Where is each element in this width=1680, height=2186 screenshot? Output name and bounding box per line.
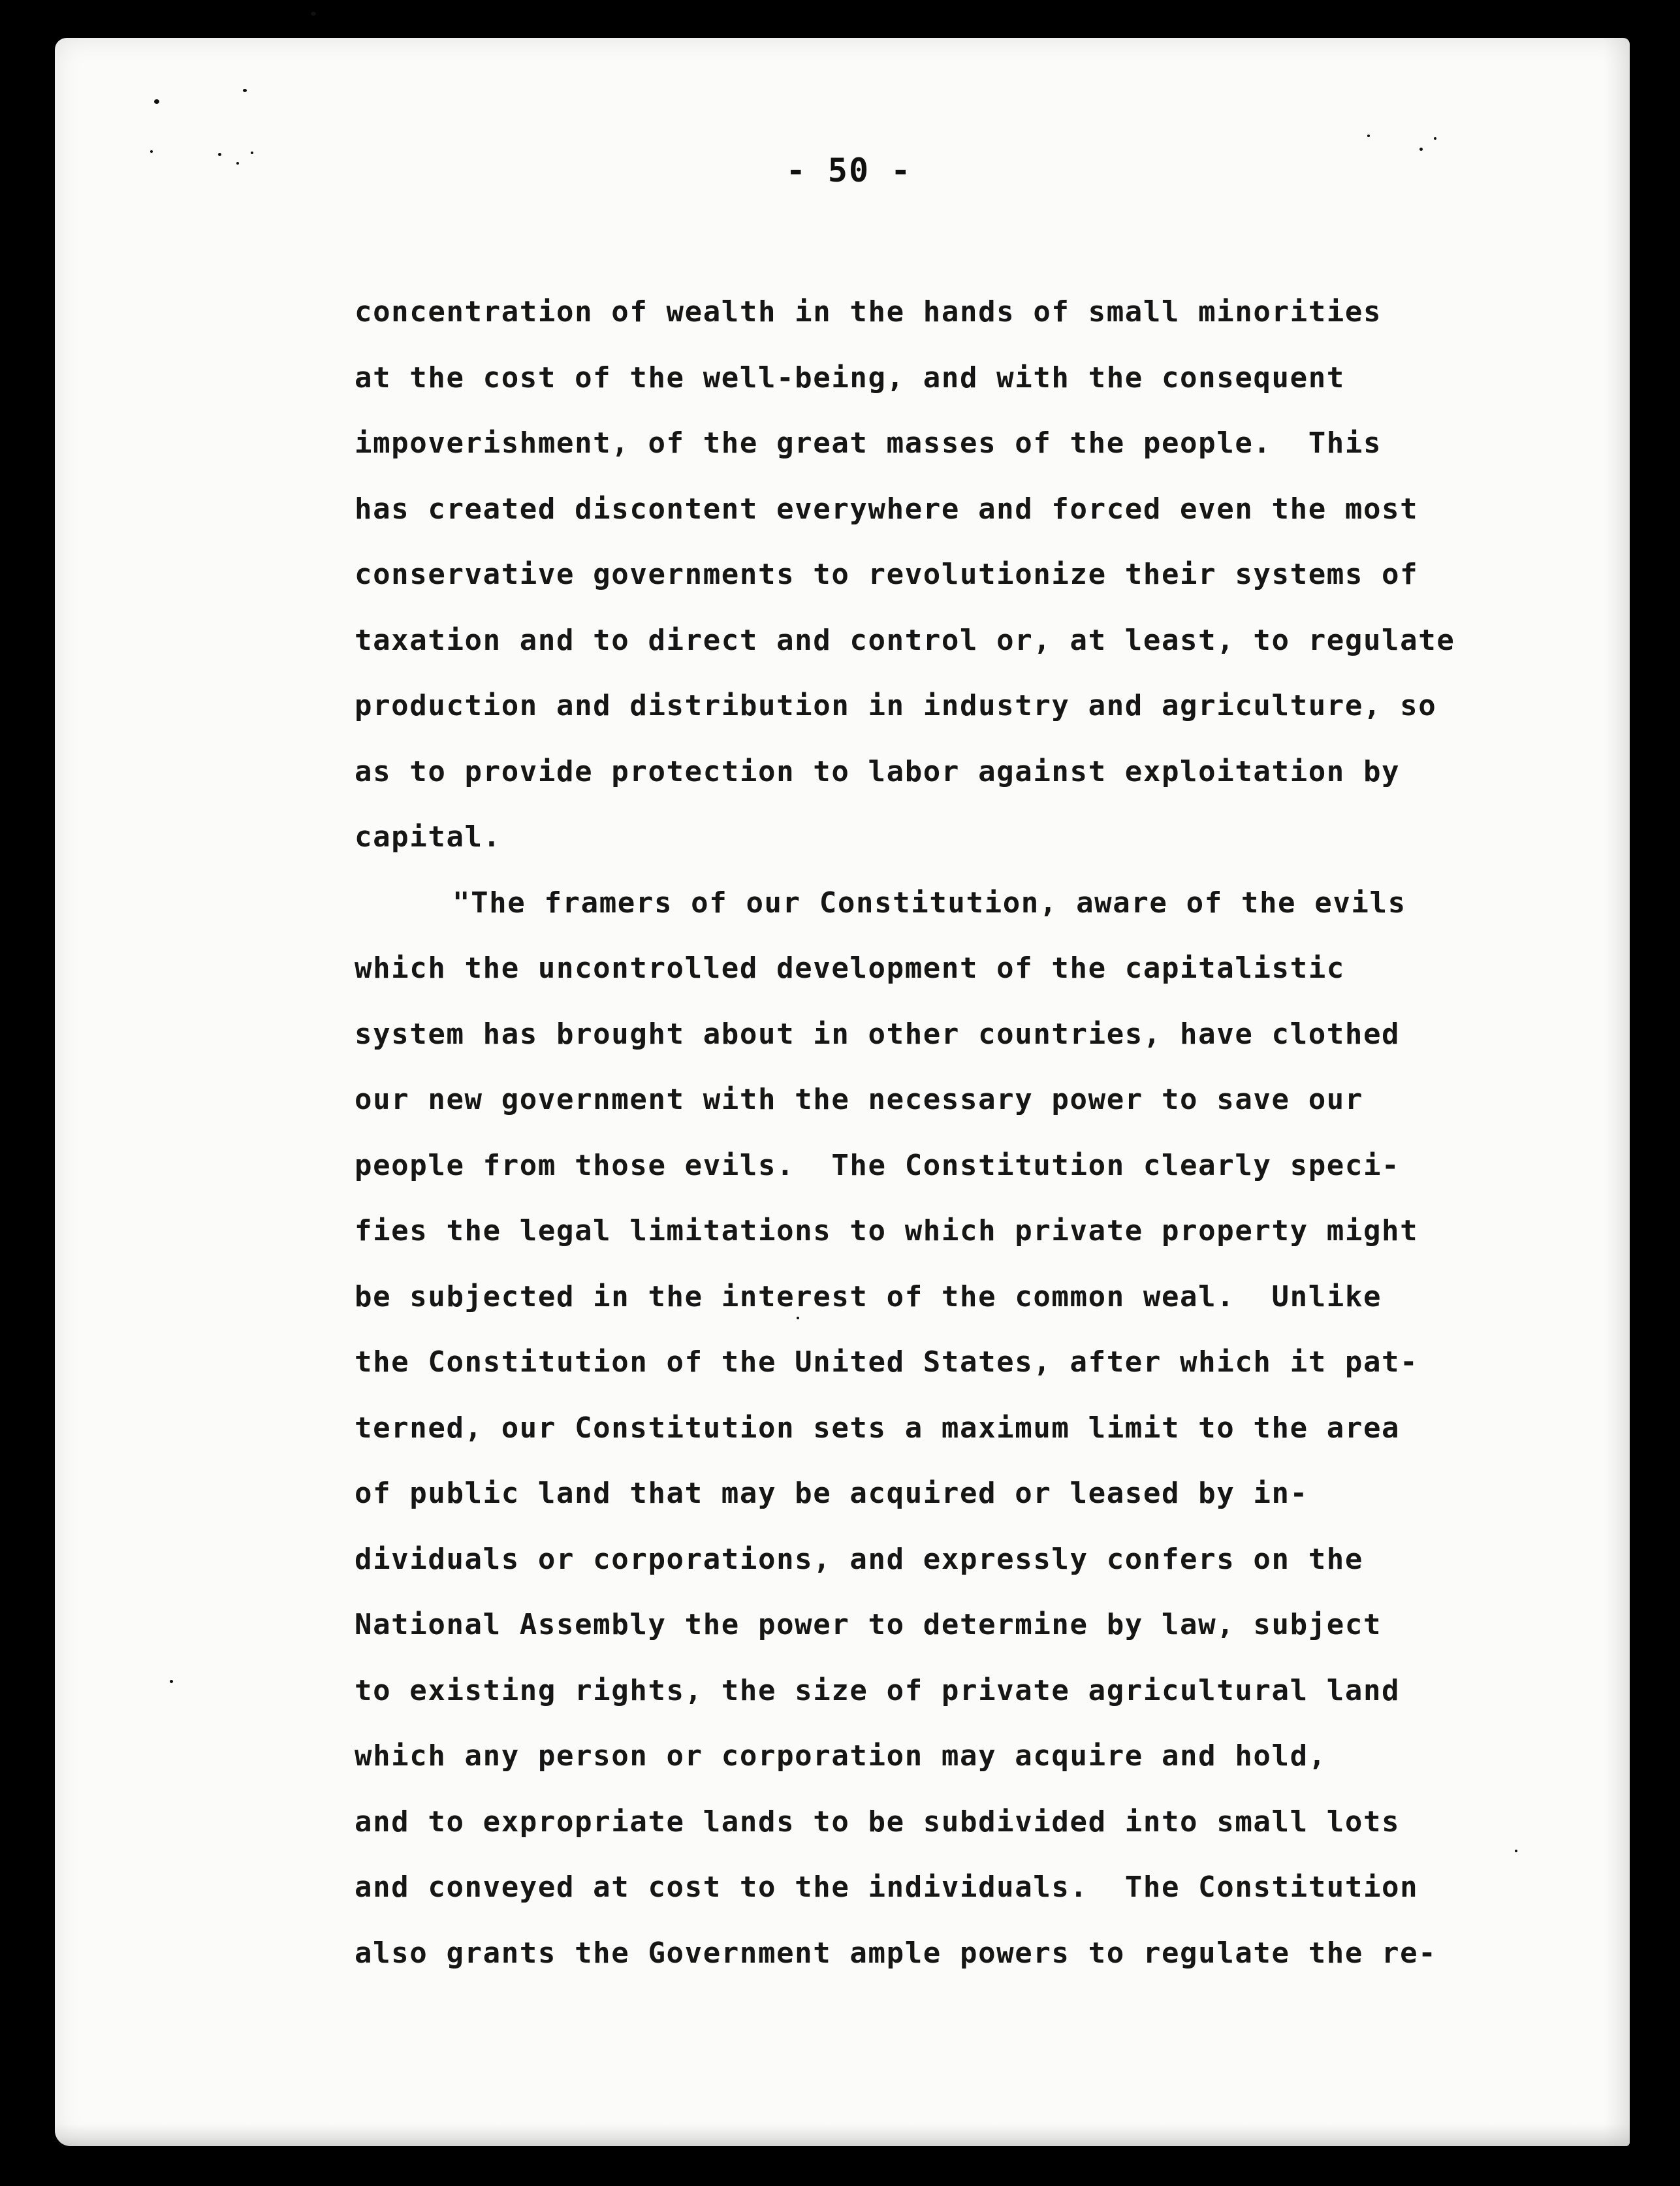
page-shadow-right <box>1604 38 1630 2146</box>
page-number: - 50 - <box>785 152 912 189</box>
text-line: production and distribution in industry and agriculture, so <box>355 689 1437 722</box>
text-line: as to provide protection to labor against exploitation by <box>355 754 1401 788</box>
dust-speck <box>251 152 253 154</box>
text-line: of public land that may be acquired or leased by in- <box>355 1477 1308 1510</box>
text-line: which any person or corporation may acquire and hold, <box>355 1739 1327 1773</box>
text-line: concentration of wealth in the hands of small minorities <box>355 295 1382 329</box>
text-line: the Constitution of the United States, after which it pat- <box>355 1345 1419 1379</box>
text-line: our new government with the necessary power to save our <box>355 1083 1363 1116</box>
text-line: system has brought about in other countries, have clothed <box>355 1017 1401 1051</box>
dust-speck <box>218 153 221 156</box>
text-line: taxation and to direct and control or, at least, to regulate <box>355 623 1455 657</box>
text-line: National Assembly the power to determine by law, subject <box>355 1608 1382 1641</box>
text-line: be subjected in the interest of the common weal. Unlike <box>355 1279 1382 1313</box>
text-line: capital. <box>355 820 501 854</box>
text-line: fies the legal limitations to which private property might <box>355 1214 1419 1247</box>
text-line: and conveyed at cost to the individuals. The Constitution <box>355 1871 1419 1904</box>
body-text <box>355 280 1569 1986</box>
dust-speck <box>170 1680 173 1683</box>
dust-speck <box>154 99 159 104</box>
text-line: impoverishment, of the great masses of the people. This <box>355 426 1382 460</box>
text-line: at the cost of the well-being, and with the consequent <box>355 361 1345 394</box>
text-line: dividuals or corporations, and expressly confers on the <box>355 1542 1363 1576</box>
dust-speck <box>236 162 239 165</box>
dust-speck <box>1434 137 1436 140</box>
dust-speck <box>1367 135 1370 137</box>
dust-speck <box>243 89 247 92</box>
text-line: to existing rights, the size of private agricultural land <box>355 1673 1401 1707</box>
dust-speck <box>150 150 153 153</box>
page-shadow-bottom <box>55 2124 1630 2146</box>
dust-speck <box>311 12 316 16</box>
text-line: people from those evils. The Constitution clearly speci- <box>355 1148 1401 1182</box>
text-line: terned, our Constitution sets a maximum limit to the area <box>355 1411 1401 1445</box>
paragraph-start-line: "The framers of our Constitution, aware of the evils <box>452 886 1406 920</box>
text-line: and to expropriate lands to be subdivided into small lots <box>355 1805 1401 1839</box>
text-line: has created discontent everywhere and forced even the most <box>355 492 1419 526</box>
text-line: also grants the Government ample powers to regulate the re- <box>355 1936 1437 1970</box>
text-line: which the uncontrolled development of the capitalistic <box>355 952 1345 985</box>
dust-speck <box>1419 148 1423 151</box>
text-line: conservative governments to revolutionize their systems of <box>355 558 1419 591</box>
